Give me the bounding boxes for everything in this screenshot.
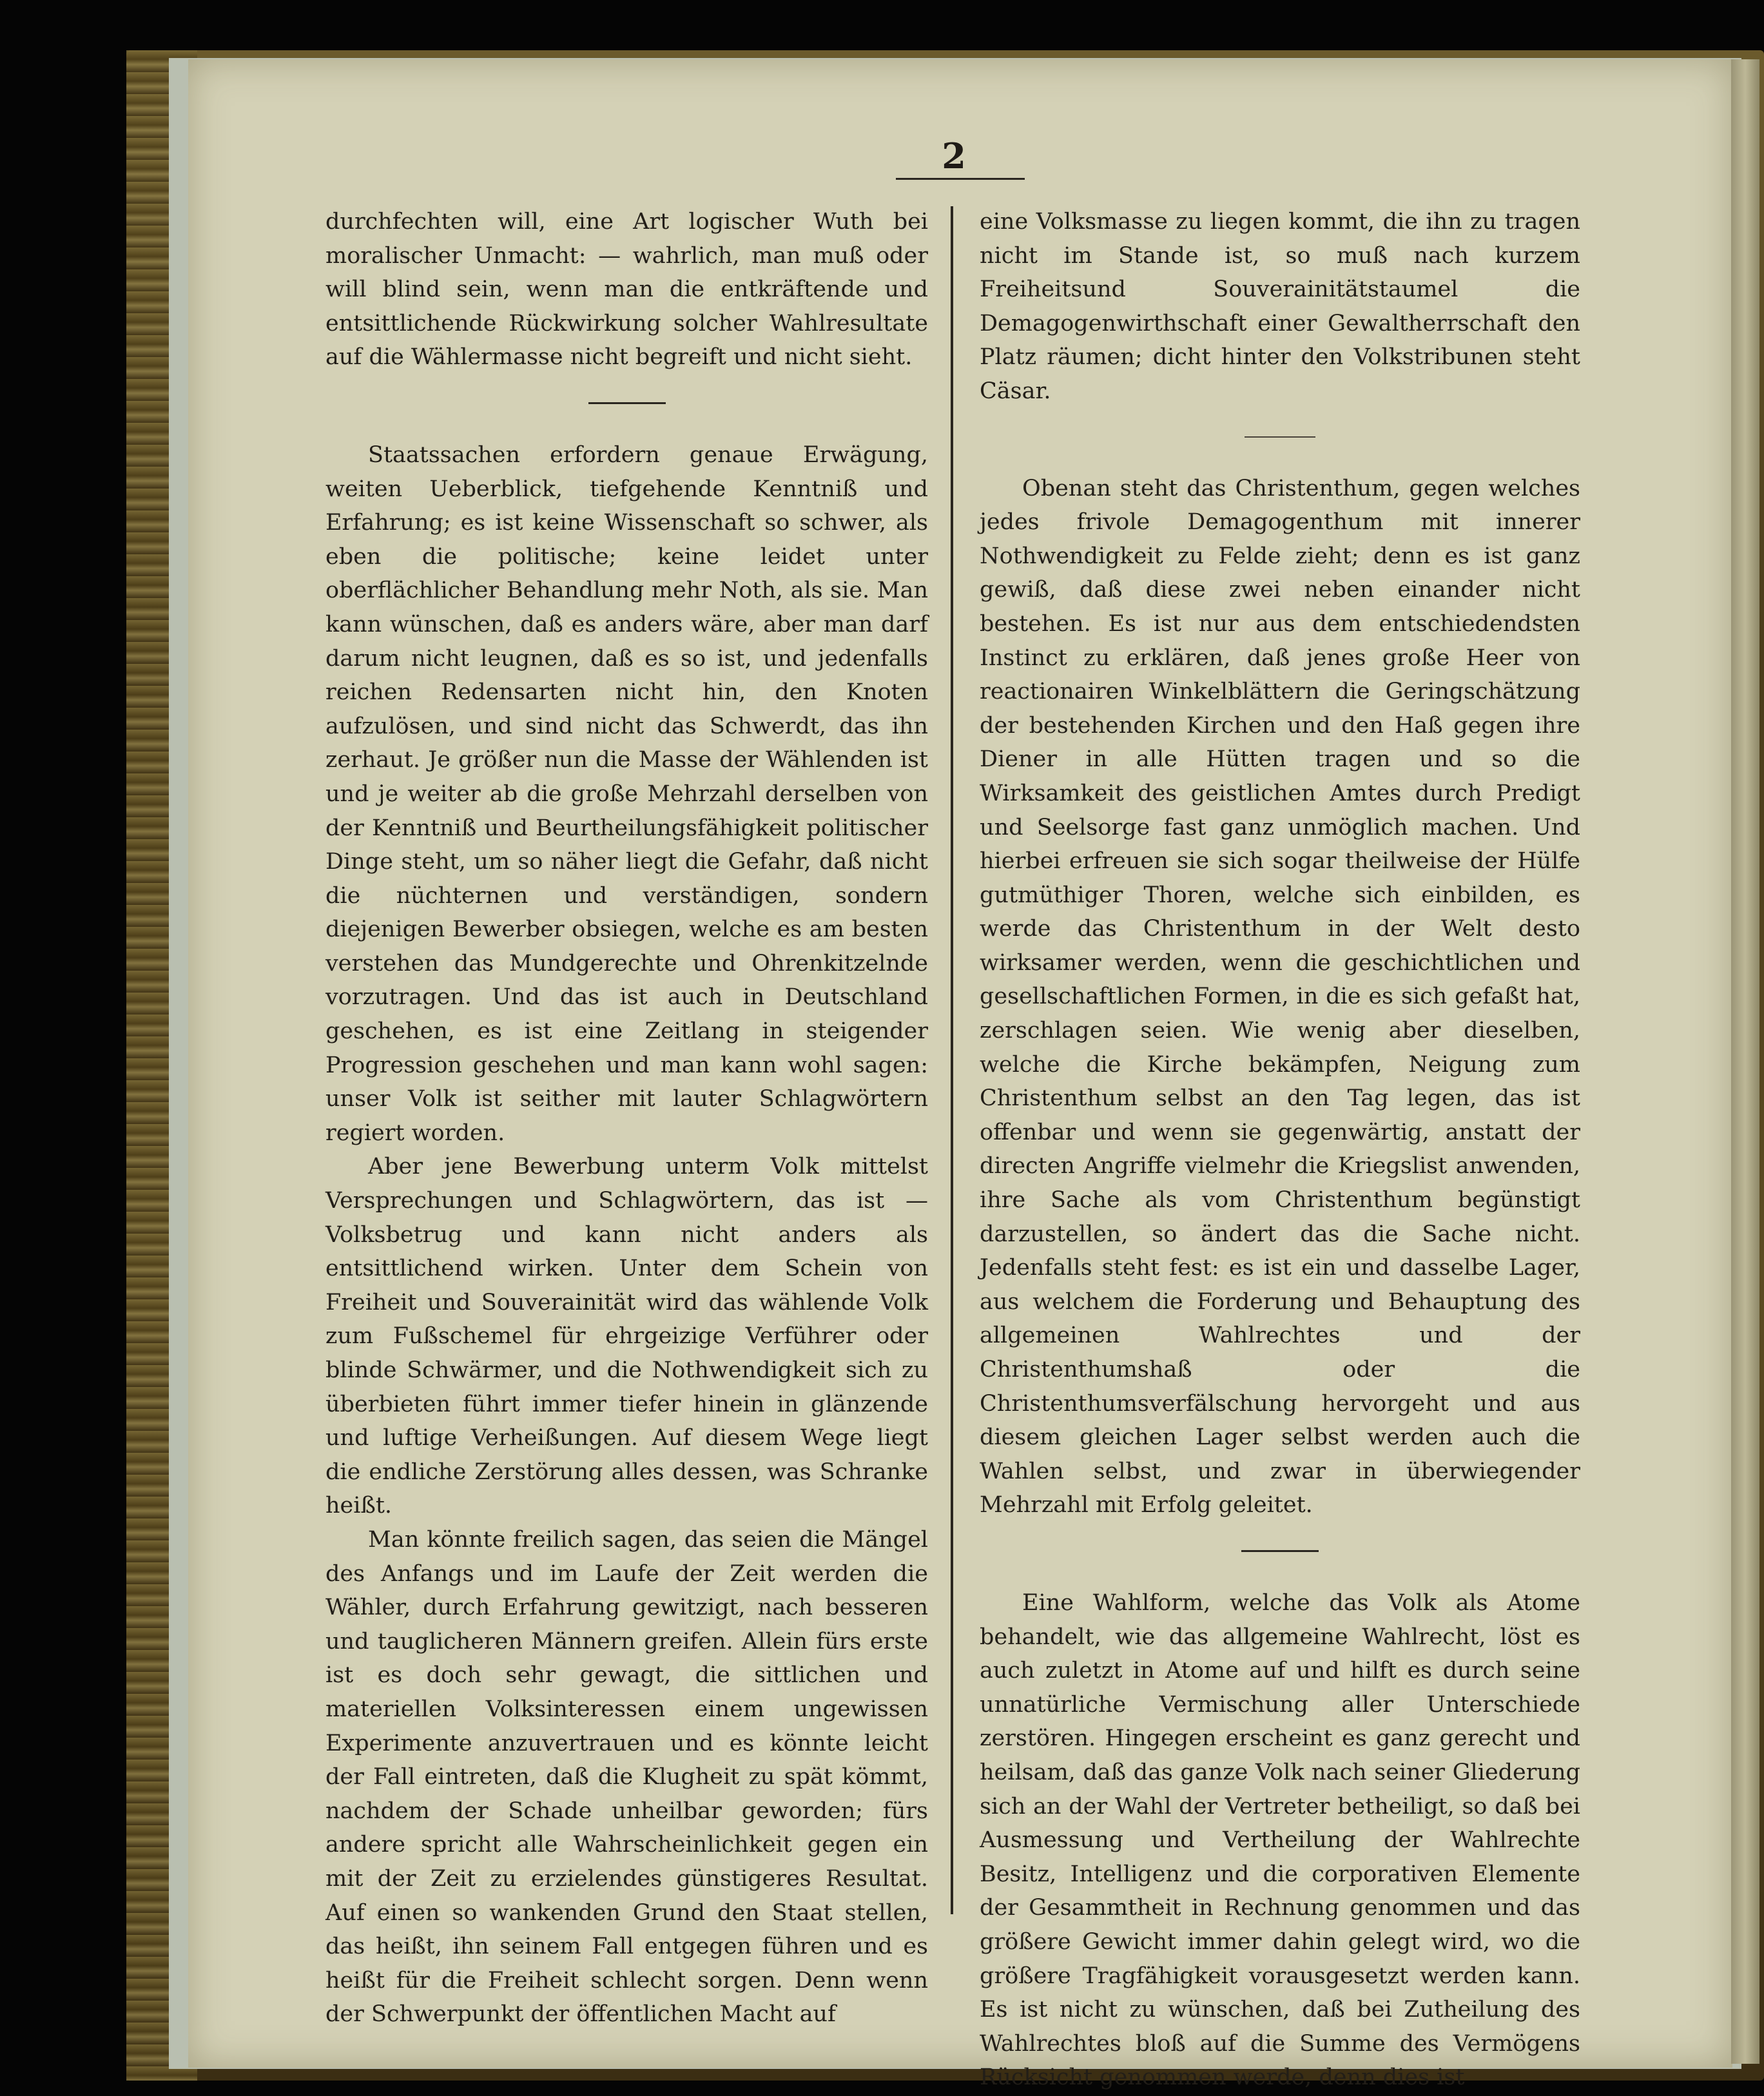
right-paragraph-1: eine Volksmasse zu liegen kommt, die ihn zu tragen nicht im Stande ist, so muß nach kurzem Freiheitsund Souverainitätstaumel die Demagogenwirthschaft einer Gewaltherrschaft den Platz räumen; dicht hinter den Volkstribunen steht Cäsar. [980,209,1580,404]
left-column [325,205,928,2032]
left-paragraph-2: Staatssachen erfordern genaue Erwägung, weiten Ueberblick, tiefgehende Kenntniß und Erfahrung; es ist keine Wissenschaft so schwer, als eben die politische; keine leidet unter oberflächlicher Behandlung mehr Noth, als sie. Man kann wünschen, daß es anders wäre, aber man darf darum nicht leugnen, daß es so ist, und jedenfalls reichen Redensarten nicht hin, den Knoten aufzulösen, und sind nicht das Schwerdt, das ihn zerhaut. Je größer nun die Masse der Wählenden ist und je weiter ab die große Mehrzahl derselben von der Kenntniß und Beurtheilungsfähigkeit politischer Dinge steht, um so näher liegt die Gefahr, daß nicht die nüchternen und verständigen, sondern diejenigen Bewerber obsiegen, welche es am besten verstehen das Mundgerechte und Ohrenkitzelnde vorzutragen. Und das ist auch in Deutschland geschehen, es ist eine Zeitlang in steigender Progression geschehen und man kann wohl sagen: unser Volk ist seither mit lauter Schlagwörtern regiert worden. [325,442,928,1146]
section-separator [588,402,666,404]
column-divider [951,206,953,1914]
left-paragraph-3: Aber jene Bewerbung unterm Volk mittelst Versprechungen und Schlagwörtern, das ist — Volksbetrug und kann nicht anders als entsittlichend wirken. Unter dem Schein von Freiheit und Souverainität wird das wählende Volk zum Fußschemel für ehrgeizige Verführer oder blinde Schwärmer, und die Nothwendigkeit sich zu überbieten führt immer tiefer hinein in glänzende und luftige Verheißungen. Auf diesem Wege liegt die endliche Zerstörung alles dessen, was Schranke heißt. [325,1154,928,1519]
section-separator [1245,436,1315,438]
section-separator [1241,1550,1319,1552]
right-column [980,205,1580,2095]
right-paragraph-3: Eine Wahlform, welche das Volk als Atome behandelt, wie das allgemeine Wahlrecht, löst es auch zuletzt in Atome auf und hilft es durch seine unnatürliche Vermischung aller Unterschiede zerstören. Hingegen erscheint es ganz gerecht und heilsam, daß das ganze Volk nach seiner Gliederung sich an der Wahl der Vertreter betheiligt, so daß bei Ausmessung und Vertheilung der Wahlrechte Besitz, Intelligenz und die corporativen Elemente der Gesammtheit in Rechnung genommen und das größere Gewicht immer dahin gelegt wird, wo die größere Tragfähigkeit vorausgesetzt werden kann. Es ist nicht zu wünschen, daß bei Zutheilung des Wahlrechtes bloß auf die Summe des Vermögens Rücksicht genommen werde, denn dies ist [980,1589,1580,2091]
left-paragraph-1: durchfechten will, eine Art logischer Wuth bei moralischer Unmacht: — wahrlich, man muß oder will blind sein, wenn man die entkräftende und entsittlichende Rückwirkung solcher Wahlresultate auf die Wählermasse nicht begreift und nicht sieht. [325,209,928,371]
page-number: 2 [942,135,966,177]
left-paragraph-4: Man könnte freilich sagen, das seien die Mängel des Anfangs und im Laufe der Zeit werden die Wähler, durch Erfahrung gewitzigt, nach besseren und tauglicheren Männern greifen. Allein fürs erste ist es doch sehr gewagt, die sittlichen und materiellen Volksinteressen einem ungewissen Experimente anzuvertrauen und es könnte leicht der Fall eintreten, daß die Klugheit zu spät kömmt, nachdem der Schade unheilbar geworden; fürs andere spricht alle Wahrscheinlichkeit gegen ein mit der Zeit zu erzielendes günstigeres Resultat. Auf einen so wankenden Grund den Staat stellen, das heißt, ihn seinem Fall entgegen führen und es heißt für die Freiheit schlecht sorgen. Denn wenn der Schwerpunkt der öffentlichen Macht auf [325,1526,928,2028]
right-paragraph-2: Obenan steht das Christenthum, gegen welches jedes frivole Demagogenthum mit innerer Nothwendigkeit zu Felde zieht; denn es ist ganz gewiß, daß diese zwei neben einander nicht bestehen. Es ist nur aus dem entschiedendsten Instinct zu erklären, daß jenes große Heer von reactionairen Winkelblättern die Geringschätzung der bestehenden Kirchen und den Haß gegen ihre Diener in alle Hütten tragen und so die Wirksamkeit des geistlichen Amtes durch Predigt und Seelsorge fast ganz unmöglich machen. Und hierbei erfreuen sie sich sogar theilweise der Hülfe gutmüthiger Thoren, welche sich einbilden, es werde das Christenthum in der Welt desto wirksamer werden, wenn die geschichtlichen und gesellschaftlichen Formen, in die es sich gefaßt hat, zerschlagen seien. Wie wenig aber dieselben, welche die Kirche bekämpfen, Neigung zum Christenthum selbst an den Tag legen, das ist offenbar und wenn sie gegenwärtig, anstatt der directen Angriffe vielmehr die Kriegslist anwenden, ihre Sache als vom Christenthum begünstigt darzustellen, so ändert das die Sache nicht. Jedenfalls steht fest: es ist ein und dasselbe Lager, aus welchem die Forderung und Behauptung des allgemeinen Wahlrechtes und der Christenthumshaß oder die Christenthumsverfälschung hervorgeht und aus diesem gleichen Lager selbst werden auch die Wahlen selbst, und zwar in überwiegender Mehrzahl mit Erfolg geleitet. [980,475,1580,1519]
page-stack-edge [1731,59,1759,2064]
header-rule [896,178,1025,180]
